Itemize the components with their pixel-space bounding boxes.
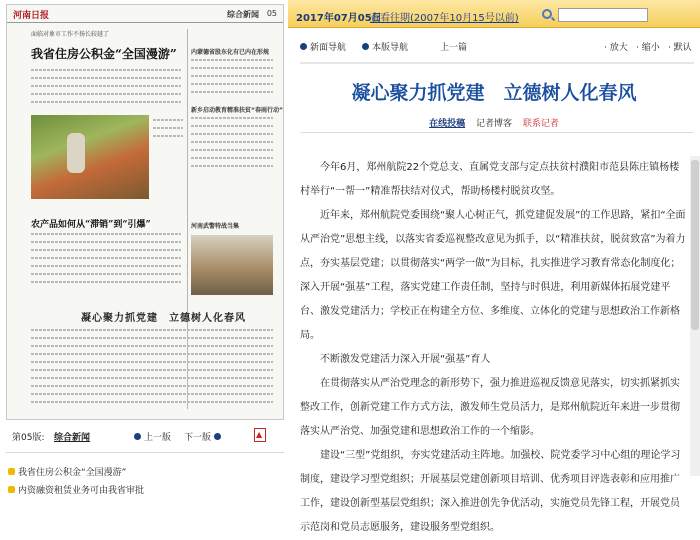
- section-nav-link[interactable]: [362, 40, 408, 53]
- prev-arrow-icon: [134, 433, 141, 440]
- text-block: [31, 77, 181, 79]
- text-block: [31, 233, 181, 235]
- article-body: [300, 156, 686, 540]
- article-title: 凝心聚力抓党建 立德树人化春风: [351, 82, 637, 104]
- text-block: [191, 165, 273, 167]
- zoom-in-button[interactable]: · 放大: [604, 43, 628, 53]
- paper-right-head-1[interactable]: 内蒙德省股东化有已内在形规: [191, 49, 270, 56]
- text-block: [191, 117, 273, 119]
- page-label: 第05版:: [12, 433, 45, 443]
- text-block: [191, 91, 273, 93]
- search-input[interactable]: [558, 8, 648, 22]
- paper-headline-3[interactable]: 凝心聚力抓党建 立德树人化春风: [81, 313, 246, 324]
- text-block: [191, 67, 273, 69]
- list-item-label: 我省住房公积金“全国漫游”: [18, 468, 127, 478]
- text-block: [31, 369, 273, 371]
- text-block: [31, 361, 273, 363]
- text-block: [31, 377, 273, 379]
- front-nav-label: 新面导航: [310, 43, 347, 53]
- zoom-in-label: 放大: [609, 43, 628, 53]
- submit-link[interactable]: 在线投稿: [429, 119, 466, 129]
- next-page-label: 下一版: [184, 433, 212, 443]
- page-name-link[interactable]: 综合新闻: [54, 433, 91, 443]
- text-block: [191, 133, 273, 135]
- newspaper-page-thumbnail[interactable]: [6, 4, 284, 420]
- paragraph: 在贯彻落实从严治党理念的新形势下，强力推进巡视反馈意见落实，切实抓紧抓实整改工作，创新党建工作方式方法，激发师生党员活力，是郑州航院近年来进一步贯彻落实从严治党、加强党建和思想政治工作的一个缩影。: [300, 378, 680, 437]
- text-block: [191, 83, 273, 85]
- paper-headline-2[interactable]: 农产品如何从“滞销”到“引爆”: [31, 220, 151, 230]
- bullet-icon: [8, 486, 15, 493]
- text-block: [31, 401, 273, 403]
- old-issue-link[interactable]: 查看往期(2007年10月15号以前): [370, 13, 519, 24]
- article-meta: [288, 116, 700, 129]
- text-block: [191, 59, 273, 61]
- default-zoom-label: 默认: [673, 43, 692, 53]
- list-item-label: 内资融资租赁业务可由我省审批: [18, 486, 145, 496]
- paper-photo-2: [191, 235, 273, 295]
- article-panel: [288, 0, 700, 533]
- paragraph: 近年来，郑州航院党委围绕“聚人心树正气，抓党建促发展”的工作思路，紧扣“全面从严治党”思想主线，以落实省委巡视整改意见为抓手，以“精准扶贫，脱贫致富”为着力点，夯实基层党建；以贯彻落实“两学一做”为目标，扎实推进学习教育常态化制度化；深入开展“强基”工程，落实党建工作责任制，坚持与时俱进，利用新媒体拓展党建平台、激发党建活力；学校正在构建全方位、多维度、立体化的党建与思想政治工作新格局。: [300, 210, 686, 341]
- paper-section: 综合新闻: [227, 10, 259, 19]
- pdf-icon[interactable]: [254, 428, 266, 442]
- text-block: [191, 75, 273, 77]
- text-block: [31, 385, 273, 387]
- front-nav-icon: [300, 43, 307, 50]
- paragraph: 建设“三型”党组织，夯实党建活动主阵地。加强校、院党委学习中心组的理论学习制度，建设学习型党组织；开展基层党建创新项目培训、优秀项目评选表彰和应用推广工作，建设创新型基层党组织；深入推进创先争优活动，实施党员先锋工程，开展党员示范岗和党员志愿服务，建设服务型党组织。: [300, 450, 681, 533]
- text-block: [31, 93, 181, 95]
- prev-page-label: 上一版: [144, 433, 172, 443]
- issue-date: 2017年07月05日: [296, 13, 382, 24]
- text-block: [31, 69, 181, 71]
- prev-page-button[interactable]: [134, 430, 171, 443]
- next-page-button[interactable]: [184, 430, 224, 443]
- text-block: [153, 127, 183, 129]
- text-block: [31, 249, 181, 251]
- text-block: [31, 241, 181, 243]
- text-block: [31, 257, 181, 259]
- paper-logo: 河南日报: [13, 11, 50, 21]
- page-bar: [6, 428, 284, 444]
- text-block: [31, 265, 181, 267]
- text-block: [191, 141, 273, 143]
- top-bar: [288, 0, 700, 28]
- paper-right-head-3[interactable]: 河南武警特战当集: [191, 223, 240, 230]
- front-nav-link[interactable]: [300, 40, 346, 53]
- paragraph: 今年6月，郑州航院22个党总支、直属党支部与定点扶贫村濮阳市范县陈庄镇杨楼村举行“一帮一”精准帮扶结对仪式，帮助杨楼村脱贫攻坚。: [300, 162, 680, 197]
- reporter-blog-link[interactable]: 记者博客: [475, 119, 512, 129]
- search-icon[interactable]: [542, 9, 552, 19]
- prev-article-link[interactable]: 上一篇: [440, 43, 468, 53]
- paper-right-head-2[interactable]: 新乡启动教育精准扶贫“春雨行动”: [191, 107, 283, 114]
- divider: [300, 62, 694, 64]
- section-nav-icon: [362, 43, 369, 50]
- column-rule: [187, 29, 188, 409]
- bullet-icon: [8, 468, 15, 475]
- text-block: [31, 273, 181, 275]
- text-block: [31, 353, 273, 355]
- paper-headline-1[interactable]: 我省住房公积金“全国漫游”: [31, 47, 177, 61]
- text-block: [31, 85, 181, 87]
- subheading: 不断激发党建活力深入开展“强基”育人: [320, 354, 491, 365]
- paper-masthead: [7, 5, 283, 23]
- text-block: [31, 329, 273, 331]
- zoom-out-label: 缩小: [641, 43, 660, 53]
- contact-reporter-link[interactable]: 联系记者: [522, 119, 559, 129]
- text-block: [153, 119, 183, 121]
- zoom-out-button[interactable]: · 缩小: [636, 43, 660, 53]
- list-item[interactable]: [8, 484, 144, 502]
- scrollbar-thumb[interactable]: [691, 160, 699, 330]
- text-block: [31, 281, 181, 283]
- paper-kicker: 面临对象市工作不扬长较越了: [31, 31, 110, 38]
- list-item[interactable]: [8, 466, 144, 484]
- paper-page-no: 05: [266, 9, 277, 18]
- text-block: [191, 157, 273, 159]
- article-list: [8, 466, 144, 502]
- text-block: [31, 393, 273, 395]
- divider: [300, 132, 694, 133]
- next-arrow-icon: [214, 433, 221, 440]
- text-block: [31, 101, 181, 103]
- default-zoom-button[interactable]: · 默认: [668, 43, 692, 53]
- divider: [6, 452, 284, 453]
- text-block: [31, 345, 273, 347]
- text-block: [153, 135, 183, 137]
- section-nav-label: 本版导航: [372, 43, 409, 53]
- text-block: [31, 337, 273, 339]
- scrollbar[interactable]: [690, 156, 700, 476]
- article-nav: [288, 32, 700, 60]
- paper-photo: [31, 115, 149, 199]
- page-viewer-panel: [0, 0, 288, 502]
- text-block: [191, 125, 273, 127]
- text-block: [191, 149, 273, 151]
